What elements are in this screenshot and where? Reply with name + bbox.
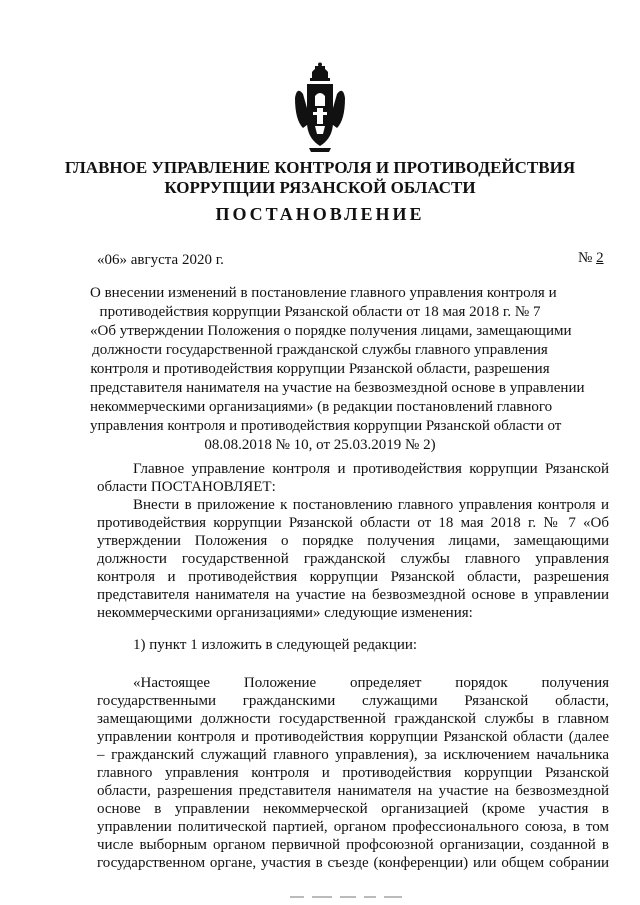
subject-line: противодействия коррупции Рязанской области от 18 мая 2018 г. № 7 xyxy=(99,304,541,320)
org-name-line-1: ГЛАВНОЕ УПРАВЛЕНИЕ КОНТРОЛЯ И ПРОТИВОДЕЙСТВИЯ xyxy=(64,158,576,177)
quote-line: государственными гражданскими служащими Рязанской области, xyxy=(97,693,609,709)
document-body xyxy=(97,460,609,872)
quote-line: государственном органе, участия в съезде (конференции) или общем собрании xyxy=(97,855,609,871)
document-number xyxy=(578,250,604,267)
amendment-line: противодействия коррупции Рязанской области от 18 мая 2018 г. № 7 «Об xyxy=(97,515,609,531)
org-name-line-2: КОРРУПЦИИ РЯЗАНСКОЙ ОБЛАСТИ xyxy=(164,178,476,197)
amendment-line: представителя нанимателя на участие на безвозмездной основе в управлении xyxy=(97,587,609,603)
subject-line: контроля и противодействия коррупции Рязанской области, разрешения xyxy=(90,361,550,377)
quote-line: управлении контроля и противодействия коррупции Рязанской области (далее xyxy=(97,729,609,745)
document-subject xyxy=(90,284,585,455)
quote-line: числе выборным органом первичной профсоюзной организации, созданной в xyxy=(97,837,609,853)
quote-line: основе в управлении некоммерческой организацией (кроме участия в xyxy=(97,801,609,817)
amendment-line: Внести в приложение к постановлению главного управления контроля и xyxy=(133,497,609,513)
item-1-heading: 1) пункт 1 изложить в следующей редакции: xyxy=(133,637,418,653)
subject-line: «Об утверждении Положения о порядке получения лицами, замещающими xyxy=(90,323,572,339)
number-value: 2 xyxy=(596,250,604,266)
quote-line: «Настоящее Положение определяет порядок получения xyxy=(133,675,609,691)
quote-line: управлении политической партией, органом профессионального союза, в том xyxy=(97,819,609,835)
amendment-line: должности государственной гражданской службы главного управления xyxy=(97,551,609,567)
coat-of-arms-emblem xyxy=(293,62,347,152)
subject-line: О внесении изменений в постановление главного управления контроля и xyxy=(90,285,557,301)
organization-name xyxy=(60,158,580,198)
quote-line: замещающими должности государственной гражданской службы в главном xyxy=(97,711,609,727)
document-date: «06» августа 2020 г. xyxy=(97,252,224,268)
amendment-line: некоммерческими организациями» следующие изменения: xyxy=(97,605,473,621)
amendment-line: утверждении Положения о порядке получения лицами, замещающими xyxy=(97,533,609,549)
quote-line: – гражданский служащий главного управления), за исключением начальника xyxy=(97,747,609,763)
quote-line: главного управления контроля и противодействия коррупции Рязанской xyxy=(97,765,609,781)
subject-line: должности государственной гражданской службы главного управления xyxy=(92,342,548,358)
number-prefix: № xyxy=(578,250,597,266)
intro-line: области ПОСТАНОВЛЯЕТ: xyxy=(97,479,276,495)
quote-line: области, разрешения представителя нанимателя на участие на безвозмездной xyxy=(97,783,609,799)
intro-line: Главное управление контроля и противодействия коррупции Рязанской xyxy=(133,461,609,477)
subject-line: представителя нанимателя на участие на безвозмездной основе в управлении xyxy=(90,380,585,396)
subject-line: управления контроля и противодействия коррупции Рязанской области от xyxy=(90,418,562,434)
scan-artifact-marks xyxy=(290,894,410,902)
document-type-title: ПОСТАНОВЛЕНИЕ xyxy=(215,204,425,224)
subject-line: некоммерческими организациями» (в редакции постановлений главного xyxy=(90,399,553,415)
subject-line: 08.08.2018 № 10, от 25.03.2019 № 2) xyxy=(204,437,436,453)
amendment-line: контроля и противодействия коррупции Рязанской области, разрешения xyxy=(97,569,609,585)
